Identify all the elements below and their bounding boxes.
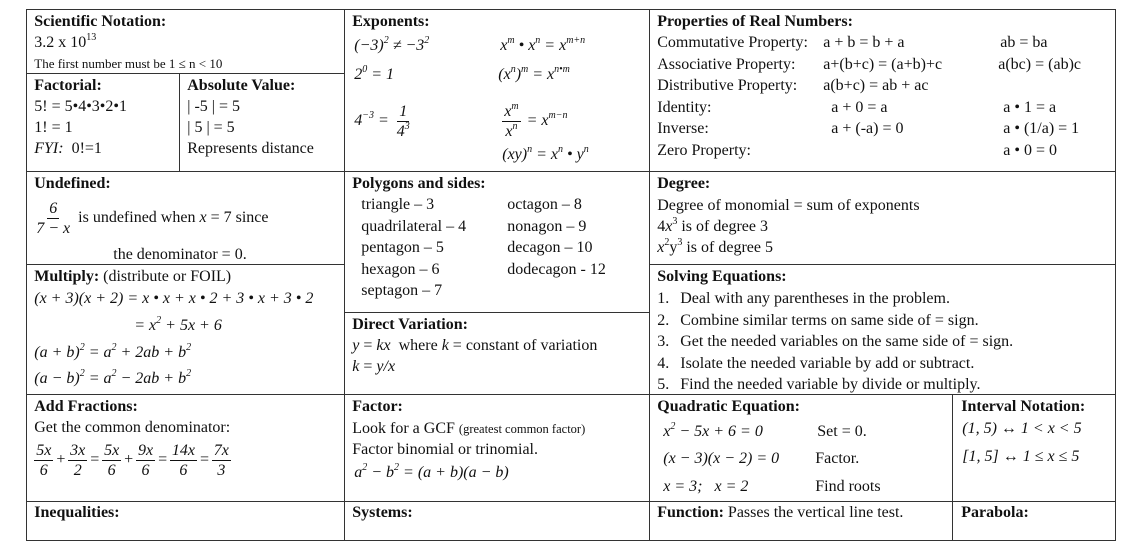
factor-line	[352, 418, 585, 440]
math-text: (a − b)	[34, 370, 80, 388]
polygon-item: quadrilateral – 4	[361, 217, 467, 235]
math-text: x	[505, 123, 513, 141]
step-number: 5.	[657, 376, 670, 394]
superscript: 2	[79, 368, 85, 380]
polygon-item: septagon – 7	[361, 282, 443, 300]
math-text: = x	[540, 37, 567, 55]
polygon-item: dodecagon - 12	[507, 260, 606, 278]
denominator	[38, 461, 50, 480]
exponent-rule	[354, 102, 414, 141]
direct-variation-line	[352, 335, 597, 356]
fraction	[102, 441, 121, 480]
step-number: 3.	[657, 333, 670, 351]
superscript: n	[510, 64, 516, 76]
factor-text: Look for a GCF	[352, 420, 459, 438]
section-title	[34, 266, 231, 287]
math-text: = x	[528, 66, 555, 84]
section-title: Degree:	[657, 175, 711, 193]
property-formula: a + b = b + a	[823, 34, 905, 52]
math-text: 9x	[137, 442, 154, 460]
section-title: Factor:	[352, 398, 403, 416]
math-text: = (a + b)(a − b)	[399, 464, 509, 482]
math-text: 4	[396, 123, 405, 141]
add-fractions-example	[32, 441, 233, 480]
fraction	[34, 441, 53, 480]
superscript: m	[511, 101, 519, 113]
superscript: 3	[404, 121, 410, 133]
property-formula: a + 0 = a	[831, 98, 888, 116]
math-text: +	[123, 451, 134, 469]
numerator	[397, 102, 409, 122]
math-text: a	[354, 464, 363, 482]
section-title: Exponents:	[352, 13, 430, 31]
section-title	[657, 502, 903, 523]
superscript: 2	[79, 342, 85, 354]
math-text: =	[359, 358, 377, 376]
function-text: Passes the vertical line test.	[723, 504, 904, 522]
math-text: • x	[514, 37, 536, 55]
fraction	[212, 441, 231, 480]
interval-example	[962, 446, 1079, 467]
fyi-value: 0!=1	[71, 140, 102, 158]
inequalities-section	[26, 501, 345, 541]
parabola-section	[952, 501, 1116, 541]
math-text: (a + b)	[34, 344, 80, 362]
scientific-exponent: 13	[86, 32, 97, 44]
section-title: Solving Equations:	[657, 268, 787, 286]
polygon-item: nonagon – 9	[507, 217, 587, 235]
denominator	[177, 461, 189, 480]
function-section	[649, 501, 953, 541]
undefined-explanation: the denominator = 0.	[113, 246, 247, 264]
multiply-line	[34, 288, 313, 309]
quadratic-note: Factor.	[815, 450, 860, 468]
properties-section	[649, 9, 1116, 172]
degree-section	[649, 171, 1116, 265]
add-fractions-text: Get the common denominator:	[34, 419, 231, 437]
multiply-subtitle: (distribute or FOIL)	[99, 268, 232, 286]
denominator	[215, 461, 227, 480]
undefined-fraction	[32, 200, 74, 238]
superscript: 2	[424, 35, 430, 47]
math-text: 1	[399, 103, 408, 121]
section-title: Factorial:	[34, 77, 102, 95]
degree-line	[657, 195, 919, 216]
scientific-rule: The first number must be 1 ≤ n < 10	[34, 56, 223, 72]
math-variable: k	[441, 337, 449, 355]
property-label: Zero Property:	[657, 141, 751, 159]
numerator	[212, 441, 231, 461]
undefined-text: is undefined when	[78, 209, 200, 227]
exponent-rule	[354, 64, 394, 85]
superscript: 2	[186, 342, 192, 354]
multiply-section	[26, 264, 345, 395]
polygon-item: octagon – 8	[507, 196, 582, 214]
superscript: n	[558, 144, 564, 156]
multiply-line	[34, 368, 191, 389]
superscript: 3	[677, 237, 683, 249]
add-fractions-section	[26, 394, 345, 502]
denominator	[140, 461, 152, 480]
step-text: Find the needed variable by divide or multiply.	[680, 376, 981, 394]
multiply-title: Multiply:	[34, 268, 100, 286]
polygon-item: decagon – 10	[507, 239, 593, 257]
fraction	[136, 441, 155, 480]
exponent-rule	[500, 35, 585, 56]
absolute-value-section	[179, 73, 345, 172]
section-title: Undefined:	[34, 175, 111, 193]
superscript: m	[507, 35, 515, 47]
math-text: 2	[354, 66, 363, 84]
math-text: = x	[522, 112, 549, 130]
fraction	[34, 199, 72, 238]
factorial-line: 5! = 5•4•3•2•1	[34, 98, 128, 116]
undefined-section	[26, 171, 345, 265]
denominator	[503, 122, 519, 141]
factorial-section	[26, 73, 180, 172]
math-variable: y	[352, 337, 360, 355]
section-title: Quadratic Equation:	[657, 398, 800, 416]
section-title: Properties of Real Numbers:	[657, 13, 853, 31]
denominator	[395, 122, 412, 141]
degree-line	[657, 237, 773, 258]
property-formula: a • (1/a) = 1	[1003, 120, 1080, 138]
math-text: )	[515, 66, 522, 84]
math-text: =	[198, 451, 210, 469]
direct-variation-line	[352, 356, 395, 377]
numerator	[136, 441, 155, 461]
math-text: 6	[179, 462, 188, 480]
property-label: Commutative Property:	[657, 34, 808, 52]
math-text: x	[500, 37, 508, 55]
math-text: 4	[657, 218, 666, 236]
multiply-line	[134, 315, 222, 336]
math-variable: x	[665, 218, 673, 236]
math-text: = a	[84, 370, 112, 388]
denominator	[34, 219, 72, 238]
numerator	[170, 441, 197, 461]
superscript: 2	[670, 421, 676, 433]
math-text: where	[390, 337, 442, 355]
property-formula: a+(b+c) = (a+b)+c	[823, 55, 943, 73]
absolute-line: | -5 | = 5	[187, 98, 241, 116]
math-text: =	[359, 337, 377, 355]
property-label: Associative Property:	[657, 55, 796, 73]
property-formula: a(bc) = (ab)c	[998, 55, 1081, 73]
superscript: 2	[156, 315, 162, 327]
math-text: +	[55, 451, 67, 469]
property-formula: a(b+c) = ab + ac	[823, 77, 929, 95]
factorial-line: 1! = 1	[34, 119, 73, 137]
step-number: 2.	[657, 311, 670, 329]
math-text: =	[157, 451, 168, 469]
math-text: • y	[563, 146, 584, 164]
superscript: 2	[383, 35, 389, 47]
property-formula: a • 1 = a	[1003, 98, 1057, 116]
interval-example	[962, 418, 1081, 439]
superscript: m	[521, 64, 529, 76]
superscript: m+n	[566, 35, 586, 47]
section-title: Systems:	[352, 504, 413, 522]
property-formula: a + (-a) = 0	[831, 120, 904, 138]
quadratic-step	[663, 476, 748, 497]
math-text: 7x	[213, 442, 229, 460]
interval-notation-section	[952, 394, 1116, 502]
numerator	[47, 199, 59, 219]
math-text: =	[374, 112, 393, 130]
polygons-section	[344, 171, 650, 313]
property-label: Identity:	[657, 98, 712, 116]
exponent-rule	[502, 144, 588, 165]
superscript: −3	[362, 110, 374, 122]
math-text: ≠ −3	[388, 37, 425, 55]
math-text: 3x	[70, 442, 86, 460]
fyi-label: FYI:	[34, 140, 64, 158]
superscript: 2	[664, 237, 670, 249]
math-text: − b	[367, 464, 395, 482]
superscript: n	[583, 144, 589, 156]
undefined-text: = 7 since	[206, 209, 269, 227]
numerator	[502, 102, 520, 122]
numerator	[68, 441, 87, 461]
property-formula: ab = ba	[1000, 34, 1048, 52]
polygon-item: hexagon – 6	[361, 260, 440, 278]
scientific-base: 3.2 x 10	[34, 34, 87, 52]
math-text: (1, 5) ↔ 1 < x < 5	[962, 420, 1082, 438]
superscript: m−n	[548, 110, 568, 122]
math-variable: y/x	[376, 358, 396, 376]
math-text: = a	[84, 344, 112, 362]
factorial-fyi	[34, 138, 102, 159]
math-text: 5x	[36, 442, 52, 460]
section-title: Parabola:	[961, 504, 1029, 522]
numerator	[102, 441, 121, 461]
absolute-line: Represents distance	[187, 140, 314, 158]
section-title: Interval Notation:	[961, 398, 1086, 416]
numerator	[34, 441, 53, 461]
section-title: Add Fractions:	[34, 398, 138, 416]
math-text: (xy)	[502, 146, 528, 164]
math-text: 6	[39, 462, 48, 480]
math-text: + 2ab + b	[116, 344, 187, 362]
exponents-section	[344, 9, 650, 172]
quadratic-note: Set = 0.	[817, 423, 867, 441]
math-text: [1, 5] ↔ 1 ≤ x ≤ 5	[962, 448, 1080, 466]
multiply-line	[34, 342, 191, 363]
absolute-line: | 5 | = 5	[187, 119, 235, 137]
step-text: Deal with any parentheses in the problem.	[680, 290, 950, 308]
math-text: + 5x + 6	[161, 317, 222, 335]
step-text: Combine similar terms on same side of = sign.	[680, 311, 979, 329]
math-text: (−3)	[354, 37, 384, 55]
function-title: Function:	[657, 504, 724, 522]
step-number: 4.	[657, 354, 670, 372]
superscript: 2	[111, 342, 117, 354]
math-text: = x	[532, 146, 559, 164]
step-text: Get the needed variables on the same side of = sign.	[680, 333, 1014, 351]
superscript: 2	[394, 462, 400, 474]
direct-variation-section	[344, 312, 650, 395]
math-variable: k	[352, 358, 360, 376]
property-formula: a • 0 = 0	[1003, 141, 1057, 159]
superscript: 2	[362, 462, 368, 474]
scientific-notation-section	[26, 9, 345, 74]
superscript: 3	[672, 216, 678, 228]
math-text: x	[504, 103, 512, 121]
denominator	[106, 461, 118, 480]
superscript: n•m	[554, 64, 570, 76]
quadratic-step	[663, 448, 779, 469]
math-text: 6	[107, 462, 116, 480]
fraction	[502, 102, 520, 141]
math-text: 6	[49, 200, 58, 218]
superscript: 2	[111, 368, 117, 380]
quadratic-note: Find roots	[815, 478, 881, 496]
math-text: 5x	[104, 442, 120, 460]
math-text: is of degree 5	[682, 239, 773, 257]
section-title: Scientific Notation:	[34, 13, 167, 31]
exponent-rule	[500, 102, 567, 141]
exponent-rule	[354, 35, 429, 56]
property-label: Distributive Property:	[657, 77, 798, 95]
math-text: 3	[217, 462, 226, 480]
superscript: n	[535, 35, 541, 47]
fraction	[170, 441, 197, 480]
step-text: Isolate the needed variable by add or subtract.	[680, 354, 975, 372]
quadratic-section	[649, 394, 953, 502]
superscript: n	[527, 144, 533, 156]
math-text: y	[669, 239, 678, 257]
polygon-item: pentagon – 5	[361, 239, 444, 257]
math-text: 6	[141, 462, 150, 480]
math-text: x	[663, 423, 671, 441]
undefined-variable: x	[199, 209, 207, 227]
math-text: 4	[354, 112, 363, 130]
section-title: Inequalities:	[34, 504, 120, 522]
section-title: Polygons and sides:	[352, 175, 486, 193]
math-text: (x − 3)(x − 2) = 0	[663, 450, 780, 468]
math-text: 14x	[171, 442, 195, 460]
math-text: x = 3; x = 2	[663, 478, 749, 496]
fraction	[395, 102, 412, 141]
property-label: Inverse:	[657, 120, 709, 138]
superscript: n	[512, 121, 518, 133]
math-text: 2	[73, 462, 82, 480]
math-text: 7 − x	[36, 220, 71, 238]
undefined-example	[32, 199, 268, 238]
quadratic-step	[663, 421, 763, 442]
math-text: − 5x + 6 = 0	[675, 423, 763, 441]
math-variable: kx	[376, 337, 391, 355]
step-number: 1.	[657, 290, 670, 308]
factor-line: Factor binomial or trinomial.	[352, 441, 538, 459]
math-text: − 2ab + b	[116, 370, 187, 388]
factor-section	[344, 394, 650, 502]
scientific-example	[34, 32, 96, 53]
math-text: Degree of monomial = sum of exponents	[657, 197, 920, 215]
math-text: is of degree 3	[677, 218, 768, 236]
fraction	[68, 441, 87, 480]
math-text: =	[89, 451, 101, 469]
exponent-rule	[498, 64, 570, 85]
systems-section	[344, 501, 650, 541]
math-text: (x	[498, 66, 511, 84]
superscript: 2	[186, 368, 192, 380]
denominator	[72, 461, 84, 480]
math-text: = 1	[367, 66, 395, 84]
math-text: (x + 3)(x + 2) = x • x + x • 2 + 3 • x + 3 • 2	[34, 290, 314, 308]
math-text: = constant of variation	[448, 337, 598, 355]
section-title: Direct Variation:	[352, 316, 468, 334]
solving-equations-section	[649, 264, 1116, 395]
superscript: 0	[362, 64, 368, 76]
polygon-item: triangle – 3	[361, 196, 435, 214]
section-title: Absolute Value:	[187, 77, 296, 95]
degree-line	[657, 216, 768, 237]
math-variable: x	[657, 239, 665, 257]
factor-note: (greatest common factor)	[458, 422, 586, 437]
math-text: = x	[134, 317, 157, 335]
factor-example	[354, 462, 509, 483]
